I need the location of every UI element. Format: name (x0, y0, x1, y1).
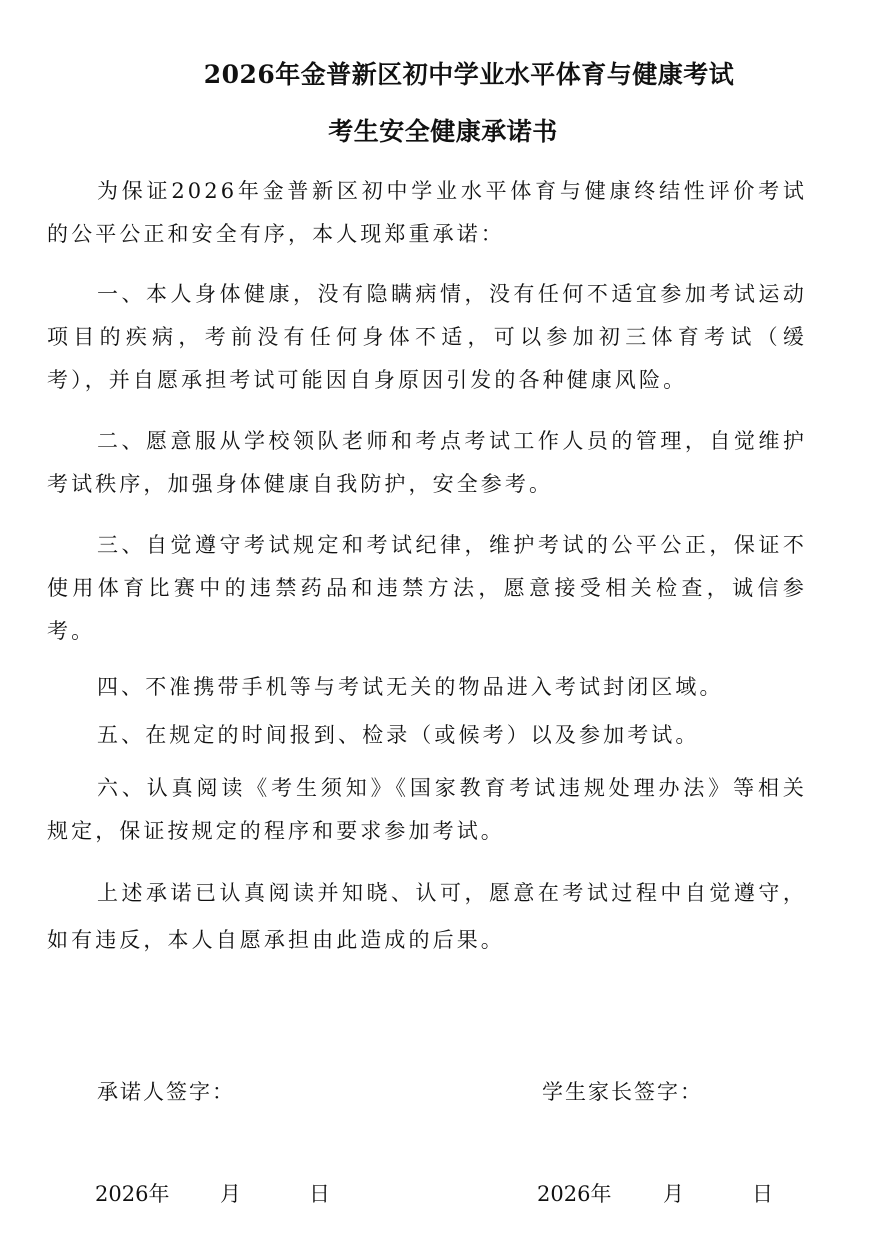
intro-paragraph: 为保证2026年金普新区初中学业水平体育与健康终结性评价考试的公平公正和安全有序，本人现郑重承诺： (47, 179, 807, 246)
pledge-item-6: 六、认真阅读《考生须知》《国家教育考试违规处理办法》等相关规定，保证按规定的程序和要求参加考试。 (47, 776, 807, 843)
parent-date-year: 2026年 (537, 1182, 612, 1206)
pledge-item-4: 四、不准携带手机等与考试无关的物品进入考试封闭区域。 (97, 675, 724, 699)
pledge-item-2: 二、愿意服从学校领队老师和考点考试工作人员的管理，自觉维护考试秩序，加强身体健康自我防护，安全参考。 (47, 429, 807, 496)
document-title: 2026年金普新区初中学业水平体育与健康考试 (203, 60, 735, 89)
pledge-item-3: 三、自觉遵守考试规定和考试纪律，维护考试的公平公正，保证不使用体育比赛中的违禁药品和违禁方法，愿意接受相关检查，诚信参考。 (47, 533, 807, 643)
pledge-item-1: 一、本人身体健康，没有隐瞒病情，没有任何不适宜参加考试运动项目的疾病，考前没有任何身体不适，可以参加初三体育考试（缓考），并自愿承担考试可能因自身原因引发的各种健康风险。 (47, 282, 807, 392)
document-subtitle: 考生安全健康承诺书 (328, 117, 558, 146)
parent-date-day: 日 (752, 1182, 773, 1206)
closing-paragraph: 上述承诺已认真阅读并知晓、认可，愿意在考试过程中自觉遵守，如有违反，本人自愿承担由此造成的后果。 (47, 881, 807, 952)
promiser-signature-label: 承诺人签字： (97, 1080, 235, 1104)
promiser-date-year: 2026年 (95, 1182, 170, 1206)
promiser-date-day: 日 (309, 1182, 330, 1206)
promiser-date-month: 月 (220, 1182, 241, 1206)
parent-signature-label: 学生家长签字： (542, 1080, 703, 1104)
parent-date-month: 月 (663, 1182, 684, 1206)
pledge-item-5: 五、在规定的时间报到、检录（或候考）以及参加考试。 (97, 723, 700, 747)
